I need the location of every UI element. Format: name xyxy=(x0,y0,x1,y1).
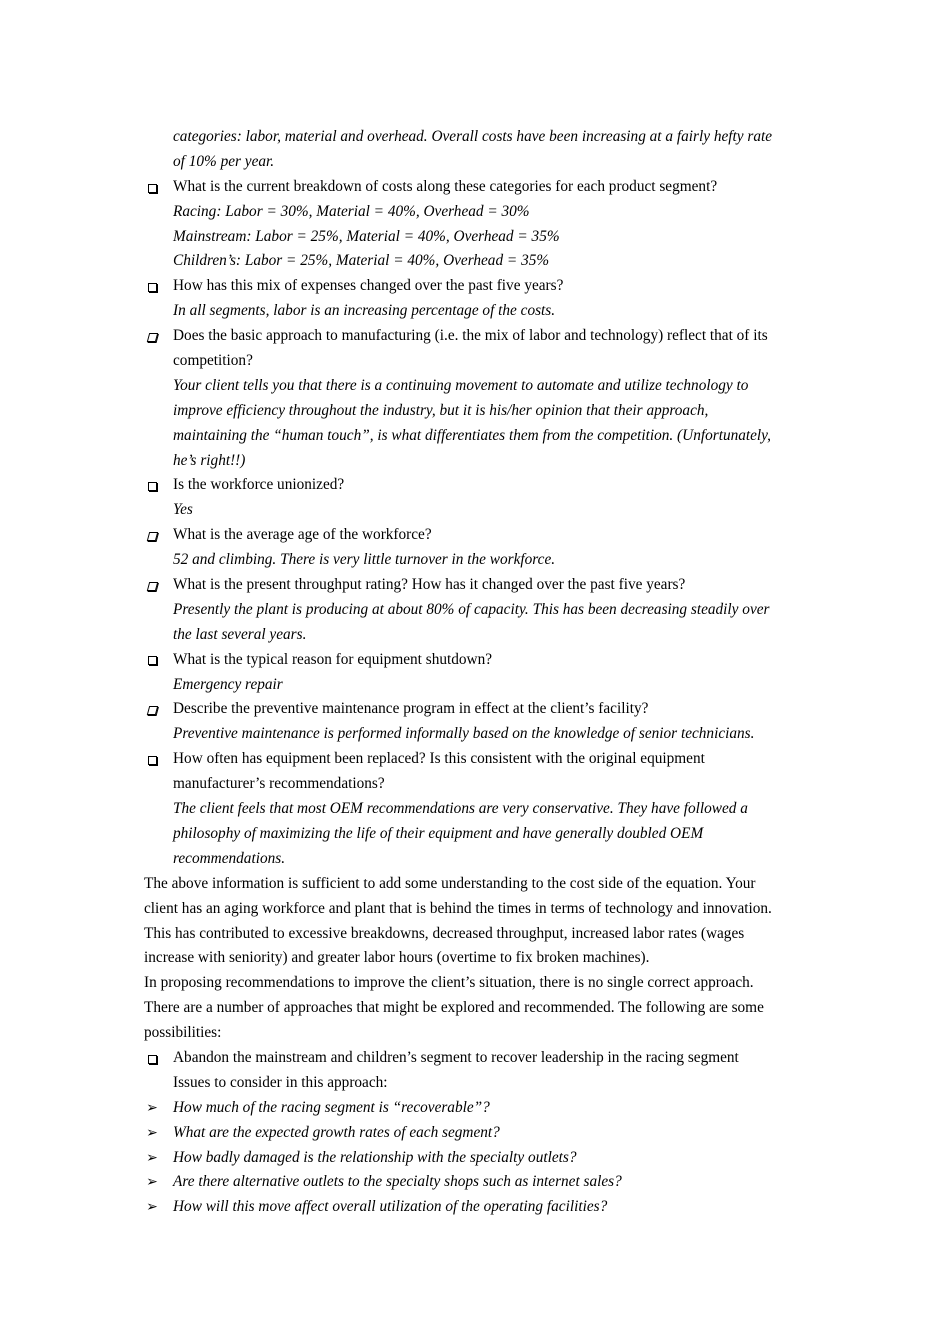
line-text: philosophy of maximizing the life of their equipment and have generally doubled OEM xyxy=(173,824,704,842)
answer-line xyxy=(0,673,950,698)
answer-line xyxy=(0,249,950,274)
answer-line xyxy=(0,125,950,150)
line-text: Racing: Labor = 30%, Material = 40%, Overhead = 30% xyxy=(173,202,530,220)
line-text: In all segments, labor is an increasing percentage of the costs. xyxy=(173,302,556,320)
paragraph-line xyxy=(0,872,950,897)
checkbox-bullet-icon xyxy=(145,697,159,722)
answer-line xyxy=(0,548,950,573)
answer-line xyxy=(0,1195,950,1220)
line-text: What is the typical reason for equipment shutdown? xyxy=(173,650,493,668)
line-text: What is the average age of the workforce? xyxy=(173,526,432,544)
line-text: he’s right!!) xyxy=(173,451,246,469)
question-line xyxy=(0,523,950,548)
arrow-bullet-icon: ➢ xyxy=(146,1125,158,1141)
line-text: What are the expected growth rates of each segment? xyxy=(173,1123,500,1141)
question-line xyxy=(0,1046,950,1071)
line-text: manufacturer’s recommendations? xyxy=(173,775,385,793)
answer-line xyxy=(0,722,950,747)
question-line xyxy=(0,573,950,598)
question-line xyxy=(0,772,950,797)
line-text: categories: labor, material and overhead. Overall costs have been increasing at a fairly hefty rate xyxy=(173,128,773,145)
line-text: Does the basic approach to manufacturing (i.e. the mix of labor and technology) reflect that of its xyxy=(173,327,768,345)
question-line xyxy=(0,1071,950,1096)
line-text: What is the present throughput rating? How has it changed over the past five years? xyxy=(173,576,686,594)
line-text: Is the workforce unionized? xyxy=(173,476,345,494)
checkbox-bullet-icon xyxy=(145,648,159,673)
checkbox-bullet-icon xyxy=(145,473,159,498)
line-text: 52 and climbing. There is very little turnover in the workforce. xyxy=(173,551,556,569)
question-line xyxy=(0,697,950,722)
answer-line xyxy=(0,623,950,648)
line-text: How often has equipment been replaced? Is this consistent with the original equipment xyxy=(173,750,705,768)
checkbox-bullet-icon xyxy=(145,573,159,598)
line-text: possibilities: xyxy=(144,1024,222,1042)
checkbox-bullet-icon xyxy=(145,274,159,299)
line-text: Yes xyxy=(173,501,193,519)
line-text: competition? xyxy=(173,352,253,370)
line-text: In proposing recommendations to improve the client’s situation, there is no single correct approach. xyxy=(144,974,754,992)
arrow-bullet-icon: ➢ xyxy=(146,1100,158,1116)
answer-line xyxy=(0,498,950,523)
checkbox-bullet-icon xyxy=(145,747,159,772)
answer-line xyxy=(0,1170,950,1195)
answer-line xyxy=(0,299,950,324)
line-text: maintaining the “human touch”, is what differentiates them from the competition. (Unfortunately, xyxy=(173,426,771,444)
answer-line xyxy=(0,598,950,623)
line-text: Mainstream: Labor = 25%, Material = 40%, Overhead = 35% xyxy=(173,227,560,245)
paragraph-line xyxy=(0,1021,950,1046)
arrow-bullet-icon: ➢ xyxy=(146,1150,158,1166)
line-text: improve efficiency throughout the industry, but it is his/her opinion that their approach, xyxy=(173,401,709,419)
answer-line xyxy=(0,797,950,822)
line-text: Describe the preventive maintenance program in effect at the client’s facility? xyxy=(173,700,649,718)
answer-line xyxy=(0,200,950,225)
answer-line xyxy=(0,1146,950,1171)
paragraph-line xyxy=(0,996,950,1021)
answer-line xyxy=(0,1121,950,1146)
answer-line xyxy=(0,449,950,474)
line-text: The client feels that most OEM recommendations are very conservative. They have followed a xyxy=(173,800,748,818)
question-line xyxy=(0,274,950,299)
checkbox-bullet-icon xyxy=(145,523,159,548)
line-text: There are a number of approaches that might be explored and recommended. The following are some xyxy=(144,999,764,1017)
line-text: increase with seniority) and greater labor hours (overtime to fix broken machines). xyxy=(144,949,650,967)
line-text: Children’s: Labor = 25%, Material = 40%, Overhead = 35% xyxy=(173,252,550,270)
checkbox-bullet-icon xyxy=(145,1046,159,1071)
line-text: recommendations. xyxy=(173,849,286,867)
line-text: This has contributed to excessive breakdowns, decreased throughput, increased labor rates (wages xyxy=(144,924,745,942)
question-line xyxy=(0,747,950,772)
question-line xyxy=(0,175,950,200)
line-text: Abandon the mainstream and children’s segment to recover leadership in the racing segment xyxy=(173,1048,739,1066)
answer-line xyxy=(0,847,950,872)
line-text: Issues to consider in this approach: xyxy=(173,1073,388,1091)
answer-line xyxy=(0,424,950,449)
question-line xyxy=(0,349,950,374)
document-page xyxy=(0,125,950,1220)
checkbox-bullet-icon xyxy=(145,175,159,200)
paragraph-line xyxy=(0,897,950,922)
line-text: How will this move affect overall utilization of the operating facilities? xyxy=(173,1198,608,1216)
answer-line xyxy=(0,822,950,847)
answer-line xyxy=(0,150,950,175)
answer-line xyxy=(0,399,950,424)
line-text: What is the current breakdown of costs along these categories for each product segment? xyxy=(173,177,718,195)
question-line xyxy=(0,648,950,673)
line-text: the last several years. xyxy=(173,625,307,643)
answer-line xyxy=(0,1096,950,1121)
question-line xyxy=(0,324,950,349)
answer-line xyxy=(0,225,950,250)
line-text: client has an aging workforce and plant that is behind the times in terms of technology and innovation. xyxy=(144,899,772,917)
line-text: How badly damaged is the relationship with the specialty outlets? xyxy=(173,1148,577,1166)
paragraph-line xyxy=(0,946,950,971)
line-text: Preventive maintenance is performed informally based on the knowledge of senior technicians. xyxy=(173,725,755,743)
line-text: Are there alternative outlets to the specialty shops such as internet sales? xyxy=(173,1173,622,1191)
answer-line xyxy=(0,374,950,399)
question-line xyxy=(0,473,950,498)
line-text: Your client tells you that there is a continuing movement to automate and utilize technology to xyxy=(173,376,749,394)
line-text: The above information is sufficient to add some understanding to the cost side of the equation. Your xyxy=(144,874,756,892)
paragraph-line xyxy=(0,971,950,996)
arrow-bullet-icon: ➢ xyxy=(146,1200,158,1216)
arrow-bullet-icon: ➢ xyxy=(146,1175,158,1191)
line-text: How much of the racing segment is “recoverable”? xyxy=(173,1098,490,1116)
paragraph-line xyxy=(0,922,950,947)
line-text: of 10% per year. xyxy=(173,152,275,170)
line-text: Presently the plant is producing at about 80% of capacity. This has been decreasing steadily over xyxy=(173,600,770,618)
checkbox-bullet-icon xyxy=(145,324,159,349)
line-text: How has this mix of expenses changed over the past five years? xyxy=(173,277,564,295)
line-text: Emergency repair xyxy=(173,675,283,693)
